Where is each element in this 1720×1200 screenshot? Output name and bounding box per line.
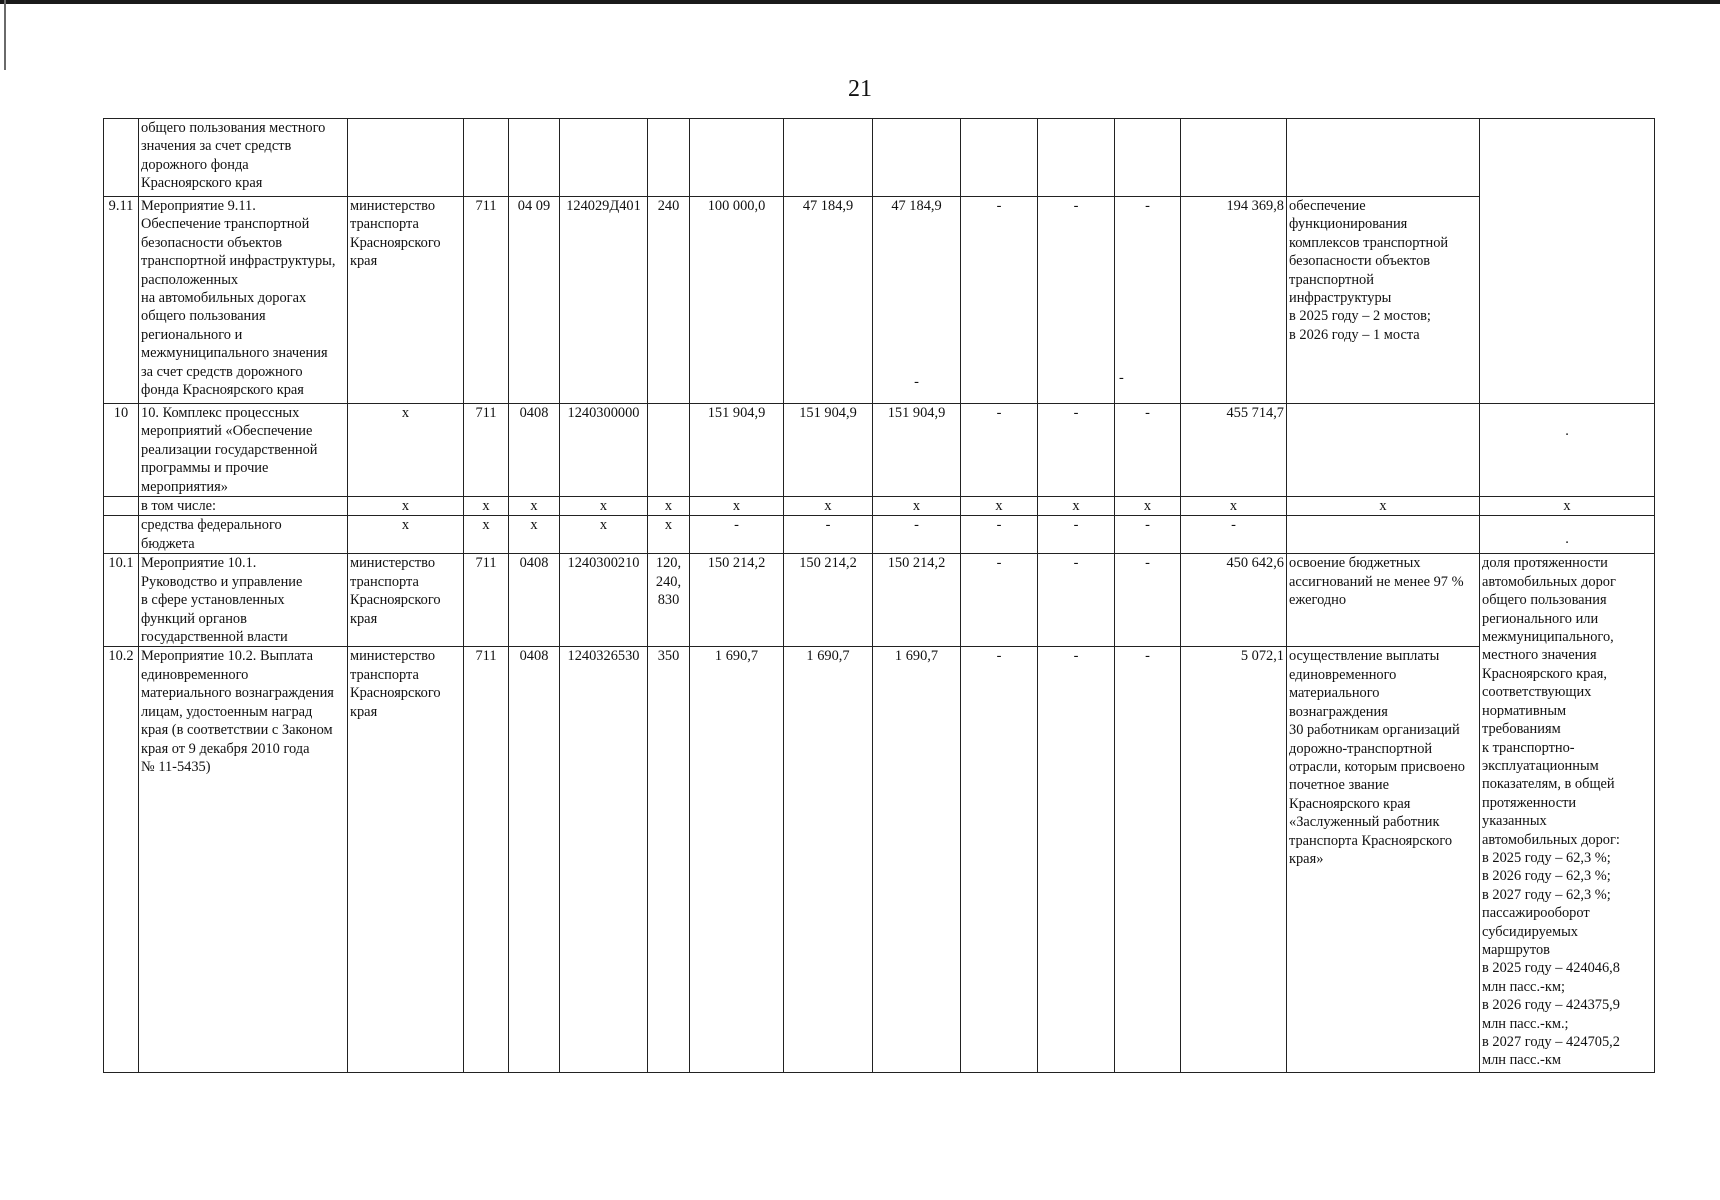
table-row-10 <box>104 404 1655 497</box>
scan-left-edge <box>4 0 6 70</box>
amount-2025-cell: 1 690,7 <box>690 647 784 1073</box>
amount-p1-cell: - <box>961 516 1038 554</box>
stray-dash-mark: - <box>1119 370 1124 386</box>
executor-cell: министерство транспорта Красноярского края <box>348 554 464 647</box>
amount-2026-cell: 150 214,2 <box>784 554 873 647</box>
table-row-federal <box>104 516 1655 554</box>
rzpr-cell: 04 09 <box>509 197 560 404</box>
amount-2027-cell: 150 214,2 <box>873 554 961 647</box>
executor-cell: x <box>348 404 464 497</box>
executor-cell: x <box>348 516 464 554</box>
vr-cell: x <box>648 497 690 516</box>
grbs-cell: 711 <box>464 647 509 1073</box>
event-name-cell: Мероприятие 9.11. Обеспечение транспортной безопасности объектов транспортной инфраструктуры, расположенных на автомобильных дорогах общего пользования регионального и межмуниципального значения за счет средств дорожного фонда Красноярского края <box>139 197 348 404</box>
amount-2027-cell: x <box>873 497 961 516</box>
csr-cell <box>560 119 648 197</box>
amount-p3-cell: - <box>1115 554 1181 647</box>
rzpr-cell: 0408 <box>509 647 560 1073</box>
amount-p2-cell: - <box>1038 647 1115 1073</box>
event-name-cell: общего пользования местного значения за счет средств дорожного фонда Красноярского края <box>139 119 348 197</box>
amount-p3-cell: - <box>1115 516 1181 554</box>
result-cell <box>1287 404 1480 497</box>
amount-2026-cell: - <box>784 516 873 554</box>
row-number-cell <box>104 516 139 554</box>
grbs-cell: 711 <box>464 554 509 647</box>
indicator-cell: x <box>1480 497 1655 516</box>
table-row-10-1 <box>104 554 1655 647</box>
total-cell: 450 642,6 <box>1181 554 1287 647</box>
event-name-cell: 10. Комплекс процессных мероприятий «Обеспечение реализации государственной программы и прочие мероприятия» <box>139 404 348 497</box>
amount-p3-value: - <box>1145 198 1150 214</box>
rzpr-cell: 0408 <box>509 554 560 647</box>
total-cell: 194 369,8 <box>1181 197 1287 404</box>
executor-cell: министерство транспорта Красноярского края <box>348 197 464 404</box>
executor-cell: x <box>348 497 464 516</box>
amount-p1-cell <box>961 119 1038 197</box>
rzpr-cell <box>509 119 560 197</box>
amount-p2-cell: - <box>1038 404 1115 497</box>
amount-2026-cell: x <box>784 497 873 516</box>
amount-2026-cell: 151 904,9 <box>784 404 873 497</box>
amount-p3-cell: - <box>1115 404 1181 497</box>
grbs-cell: 711 <box>464 197 509 404</box>
total-cell: x <box>1181 497 1287 516</box>
amount-p1-cell: - <box>961 197 1038 404</box>
result-cell <box>1287 516 1480 554</box>
row-number-cell <box>104 119 139 197</box>
event-name-cell: Мероприятие 10.1. Руководство и управление в сфере установленных функций органов государственной власти <box>139 554 348 647</box>
row-number-cell: 9.11 <box>104 197 139 404</box>
csr-cell: 1240326530 <box>560 647 648 1073</box>
amount-p3-cell <box>1115 119 1181 197</box>
indicator-cell: доля протяженности автомобильных дорог общего пользования регионального или межмуниципального, местного значения Красноярского края, соответствующих нормативным требованиям к транспортно- эксплуатационным показателям, в общей протяженности указанных автомобильных дорог: в 2025 году – 62,3 %; в 2026 году – 62,3 %; в 2027 году – 62,3 %; пассажирооборот субсидируемых маршрутов в 2025 году – 424046,8 млн пасс.-км; в 2026 году – 424375,9 млн пасс.-км.; в 2027 году – 424705,2 млн пасс.-км <box>1480 554 1655 1073</box>
result-cell: обеспечение функционирования комплексов транспортной безопасности объектов транспортной инфраструктуры в 2025 году – 2 мостов; в 2026 году – 1 моста <box>1287 197 1480 404</box>
result-cell <box>1287 119 1480 197</box>
total-cell <box>1181 119 1287 197</box>
amount-2025-cell: - <box>690 516 784 554</box>
amount-2025-cell: 100 000,0 <box>690 197 784 404</box>
event-name-cell: средства федерального бюджета <box>139 516 348 554</box>
amount-p1-cell: - <box>961 554 1038 647</box>
table-row-including <box>104 497 1655 516</box>
amount-2027-cell <box>873 197 961 404</box>
amount-p2-cell <box>1038 119 1115 197</box>
row-number-cell: 10 <box>104 404 139 497</box>
vr-cell: 120, 240, 830 <box>648 554 690 647</box>
amount-2025-cell: 150 214,2 <box>690 554 784 647</box>
indicator-cell: . <box>1480 404 1655 497</box>
indicator-cell: . <box>1480 516 1655 554</box>
amount-2027-cell <box>873 119 961 197</box>
amount-p3-cell: - <box>1115 647 1181 1073</box>
amount-2026-cell <box>784 119 873 197</box>
amount-p3-cell: x <box>1115 497 1181 516</box>
csr-cell: 1240300210 <box>560 554 648 647</box>
grbs-cell: 711 <box>464 404 509 497</box>
vr-cell <box>648 404 690 497</box>
amount-2027-cell: 1 690,7 <box>873 647 961 1073</box>
csr-cell: x <box>560 516 648 554</box>
csr-cell: 124029Д401 <box>560 197 648 404</box>
executor-cell: министерство транспорта Красноярского края <box>348 647 464 1073</box>
grbs-cell <box>464 119 509 197</box>
table-row-10-2 <box>104 647 1655 1073</box>
scan-top-edge <box>0 0 1720 4</box>
vr-cell: x <box>648 516 690 554</box>
vr-cell <box>648 119 690 197</box>
amount-2027-cell: - <box>873 516 961 554</box>
amount-p3-cell <box>1115 197 1181 404</box>
total-cell: 455 714,7 <box>1181 404 1287 497</box>
row-number-cell <box>104 497 139 516</box>
vr-cell: 350 <box>648 647 690 1073</box>
csr-cell: x <box>560 497 648 516</box>
amount-p1-cell: - <box>961 404 1038 497</box>
amount-p2-cell: - <box>1038 197 1115 404</box>
indicator-cell <box>1480 119 1655 404</box>
total-cell: 5 072,1 <box>1181 647 1287 1073</box>
amount-2025-cell <box>690 119 784 197</box>
amount-p2-cell: x <box>1038 497 1115 516</box>
row-number-cell: 10.2 <box>104 647 139 1073</box>
amount-p1-cell: x <box>961 497 1038 516</box>
amount-2025-cell: 151 904,9 <box>690 404 784 497</box>
table-row-9-11 <box>104 197 1655 404</box>
result-cell: осуществление выплаты единовременного материального вознаграждения 30 работникам организаций дорожно-транспортной отрасли, которым присвоено почетное звание Красноярского края «Заслуженный работник транспорта Красноярского края» <box>1287 647 1480 1073</box>
amount-p1-cell: - <box>961 647 1038 1073</box>
vr-cell: 240 <box>648 197 690 404</box>
total-cell: - <box>1181 516 1287 554</box>
row-number-cell: 10.1 <box>104 554 139 647</box>
executor-cell <box>348 119 464 197</box>
amount-p2-cell: - <box>1038 516 1115 554</box>
rzpr-cell: x <box>509 516 560 554</box>
table-row-continued <box>104 119 1655 197</box>
result-cell: x <box>1287 497 1480 516</box>
event-name-cell: Мероприятие 10.2. Выплата единовременного материального вознаграждения лицам, удостоенным наград края (в соответствии с Законом края от 9 декабря 2010 года № 11-5435) <box>139 647 348 1073</box>
grbs-cell: x <box>464 516 509 554</box>
amount-2025-cell: x <box>690 497 784 516</box>
grbs-cell: x <box>464 497 509 516</box>
csr-cell: 1240300000 <box>560 404 648 497</box>
rzpr-cell: x <box>509 497 560 516</box>
amount-p2-cell: - <box>1038 554 1115 647</box>
event-name-cell: в том числе: <box>139 497 348 516</box>
page-number: 21 <box>848 76 872 102</box>
amount-2026-cell: 47 184,9 <box>784 197 873 404</box>
rzpr-cell: 0408 <box>509 404 560 497</box>
amount-2026-cell: 1 690,7 <box>784 647 873 1073</box>
amount-2027-value: 47 184,9 <box>891 198 942 214</box>
stray-dash-mark: - <box>914 374 919 390</box>
result-cell: освоение бюджетных ассигнований не менее 97 % ежегодно <box>1287 554 1480 647</box>
amount-2027-cell: 151 904,9 <box>873 404 961 497</box>
budget-table <box>103 118 1655 1073</box>
